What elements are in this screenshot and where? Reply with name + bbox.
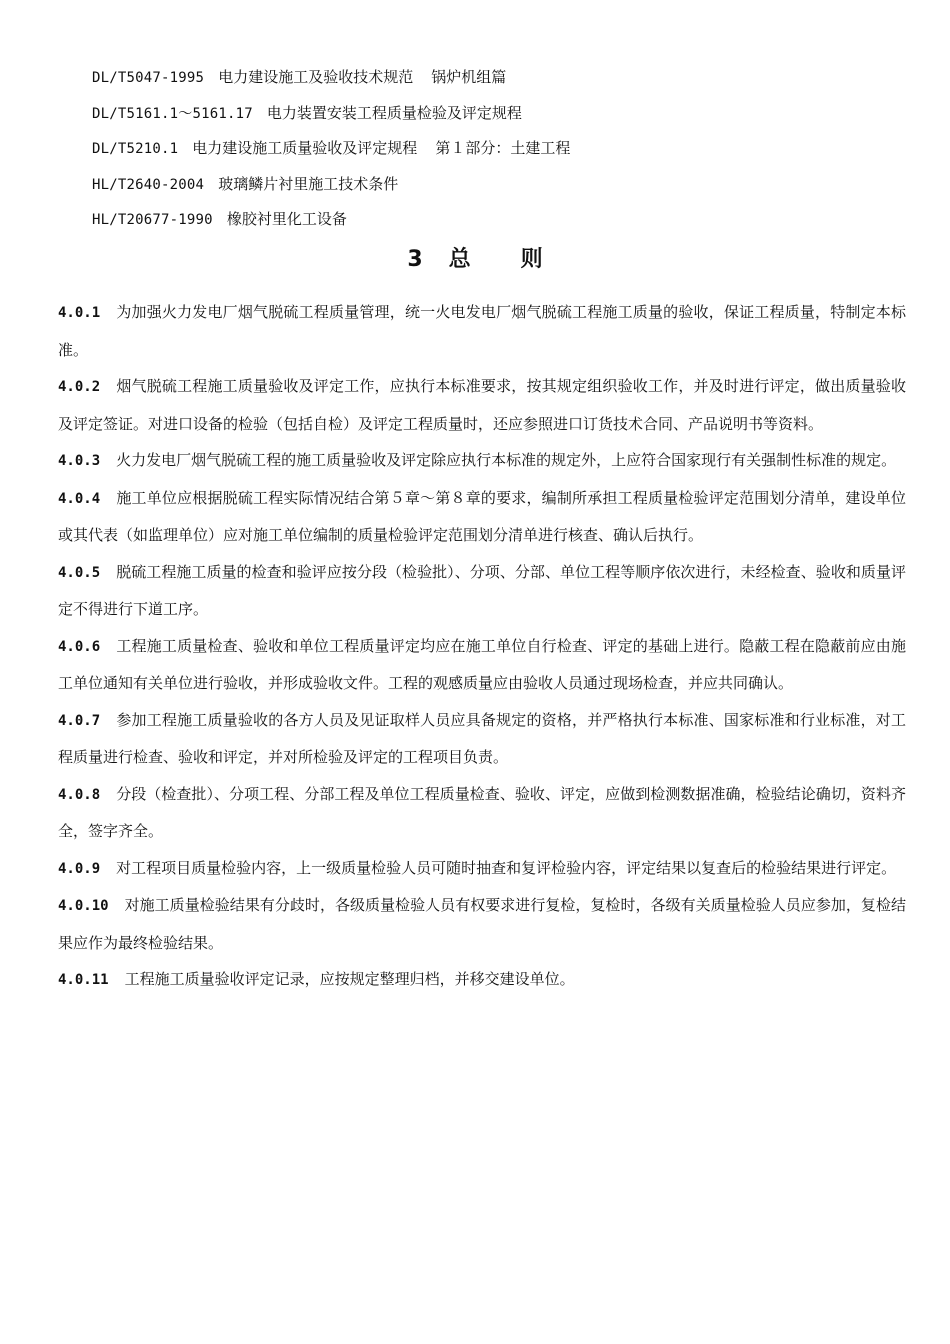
clause-text: 对施工质量检验结果有分歧时，各级质量检验人员有权要求进行复检，复检时，各级有关质量检验人员应参加，复检结果应作为最终检验结果。 <box>58 896 906 952</box>
clause-number: 4.0.5 <box>58 564 101 581</box>
clause-text: 火力发电厂烟气脱硫工程的施工质量验收及评定除应执行本标准的规定外，上应符合国家现行有关强制性标准的规定。 <box>116 451 897 469</box>
clause-text: 分段（检查批）、分项工程、分部工程及单位工程质量检查、验收、评定，应做到检测数据准确，检验结论确切，资料齐全，签字齐全。 <box>58 784 906 840</box>
clause-paragraph <box>58 294 906 368</box>
reference-item <box>92 96 872 132</box>
reference-subtitle: 锅炉机组篇 <box>431 68 507 86</box>
clause-paragraph <box>58 480 906 554</box>
chapter-word-2: 则 <box>520 247 543 272</box>
clause-number: 4.0.2 <box>58 379 101 395</box>
clause-paragraph <box>58 776 906 850</box>
reference-item <box>92 202 872 238</box>
clause-paragraph <box>58 368 906 442</box>
clause-text: 参加工程施工质量验收的各方人员及见证取样人员应具备规定的资格，并严格执行本标准、国家标准和行业标准，对工程质量进行检查、验收和评定，并对所检验及评定的工程项目负责。 <box>58 710 906 766</box>
clause-number: 4.0.11 <box>58 972 109 988</box>
clause-text: 工程施工质量检查、验收和单位工程质量评定均应在施工单位自行检查、评定的基础上进行。隐蔽工程在隐蔽前应由施工单位通知有关单位进行验收，并形成验收文件。工程的观感质量应由验收人员通过现场检查，并应共同确认。 <box>58 636 906 692</box>
clause-text: 施工单位应根据脱硫工程实际情况结合第５章～第８章的要求，编制所承担工程质量检验评定范围划分清单，建设单位或其代表（如监理单位）应对施工单位编制的质量检验评定范围划分清单进行核查、确认后执行。 <box>58 488 906 544</box>
reference-code: HL/T2640-2004 <box>92 176 205 193</box>
clause-paragraph <box>58 702 906 776</box>
clause-text: 烟气脱硫工程施工质量验收及评定工作，应执行本标准要求，按其规定组织验收工作，并及时进行评定，做出质量验收及评定签证。对进口设备的检验（包括自检）及评定工程质量时，还应参照进口订货技术合同、产品说明书等资料。 <box>58 377 906 433</box>
clause-list <box>58 294 906 999</box>
reference-subtitle: 第１部分：土建工程 <box>435 139 571 157</box>
clause-number: 4.0.9 <box>58 860 101 877</box>
clause-text: 对工程项目质量检验内容，上一级质量检验人员可随时抽查和复评检验内容，评定结果以复查后的检验结果进行评定。 <box>116 858 897 877</box>
clause-paragraph <box>58 850 906 888</box>
clause-paragraph <box>58 442 906 480</box>
clause-paragraph <box>58 887 906 961</box>
clause-text: 工程施工质量验收评定记录，应按规定整理归档，并移交建设单位。 <box>124 970 575 988</box>
reference-item <box>92 60 872 96</box>
clause-number: 4.0.4 <box>58 490 101 507</box>
clause-number: 4.0.6 <box>58 638 101 655</box>
clause-number: 4.0.3 <box>58 453 101 469</box>
clause-number: 4.0.10 <box>58 898 109 914</box>
reference-title: 玻璃鳞片衬里施工技术条件 <box>218 174 399 193</box>
clause-number: 4.0.8 <box>58 786 101 803</box>
reference-title: 电力建设施工质量验收及评定规程 <box>192 139 418 157</box>
reference-title: 电力建设施工及验收技术规范 <box>218 68 414 86</box>
reference-item <box>92 167 872 203</box>
reference-item <box>92 131 872 167</box>
reference-code: DL/T5210.1 <box>92 141 179 157</box>
clause-number: 4.0.7 <box>58 712 101 729</box>
reference-code: DL/T5047-1995 <box>92 70 205 86</box>
clause-paragraph <box>58 554 906 628</box>
clause-number: 4.0.1 <box>58 305 101 321</box>
clause-paragraph <box>58 628 906 702</box>
chapter-word-1: 总 <box>448 247 471 272</box>
reference-standards-list <box>92 60 872 238</box>
clause-text: 脱硫工程施工质量的检查和验评应按分段（检验批）、分项、分部、单位工程等顺序依次进行，未经检查、验收和质量评定不得进行下道工序。 <box>58 562 906 618</box>
clause-text: 为加强火力发电厂烟气脱硫工程质量管理，统一火电发电厂烟气脱硫工程施工质量的验收，保证工程质量，特制定本标准。 <box>58 303 906 359</box>
chapter-heading <box>0 240 950 280</box>
reference-title: 电力装置安装工程质量检验及评定规程 <box>266 103 522 122</box>
reference-code: HL/T20677-1990 <box>92 212 213 228</box>
reference-title: 橡胶衬里化工设备 <box>226 210 347 228</box>
chapter-number: 3 <box>407 247 423 272</box>
reference-code: DL/T5161.1～5161.17 <box>92 105 253 122</box>
clause-paragraph <box>58 961 906 999</box>
